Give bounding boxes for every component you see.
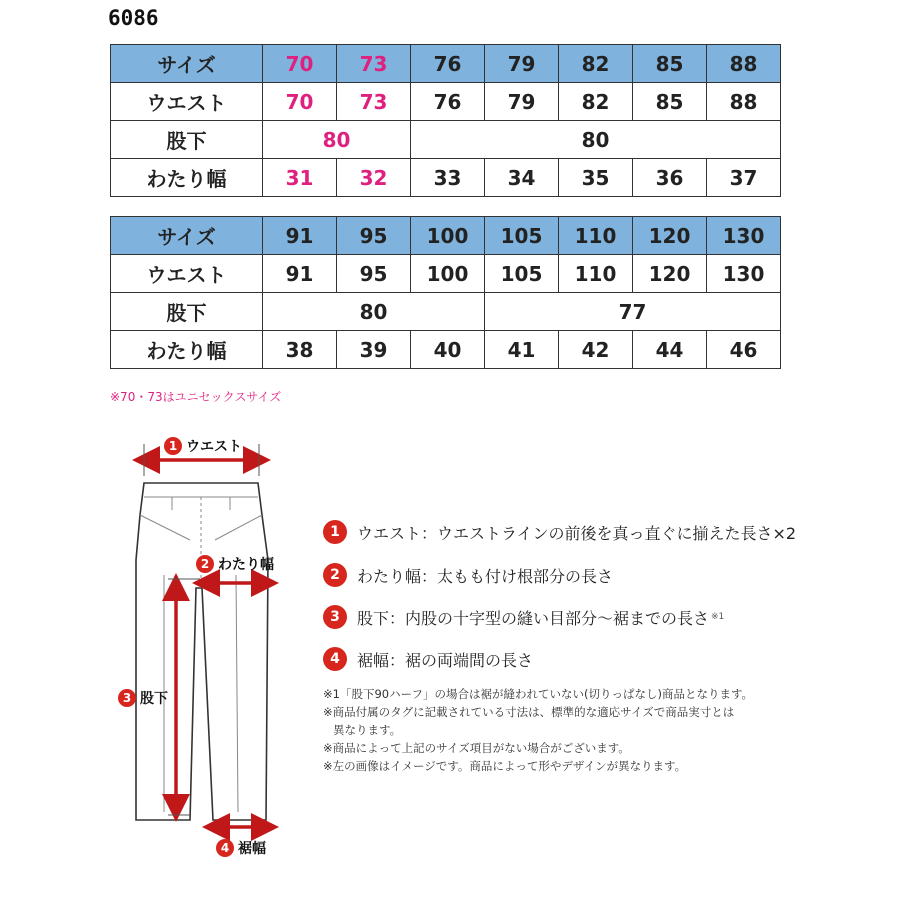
- size-cell: 85: [633, 45, 707, 83]
- waist-cell: 120: [633, 255, 707, 293]
- inseam-cell: 80: [263, 121, 411, 159]
- waist-cell: 130: [707, 255, 781, 293]
- waist-cell: 76: [411, 83, 485, 121]
- thigh-cell: 34: [485, 159, 559, 197]
- thigh-cell: 42: [559, 331, 633, 369]
- thigh-cell: 38: [263, 331, 337, 369]
- size-cell: 120: [633, 217, 707, 255]
- inseam-cell: 77: [485, 293, 781, 331]
- size-cell: 76: [411, 45, 485, 83]
- thigh-cell: 36: [633, 159, 707, 197]
- waist-cell: 110: [559, 255, 633, 293]
- footnote: 異なります。: [333, 723, 402, 737]
- number-2-icon: 2: [196, 555, 214, 573]
- inseam-label: 股下: [111, 293, 263, 331]
- size-cell: 79: [485, 45, 559, 83]
- diagram-label-inseam: 3 股下: [118, 688, 168, 708]
- size-cell: 110: [559, 217, 633, 255]
- thigh-cell: 41: [485, 331, 559, 369]
- number-3-icon: 3: [118, 689, 136, 707]
- legend-item: 3 股下：内股の十字型の縫い目部分〜裾までの長さ ※1: [323, 605, 724, 629]
- thigh-label: わたり幅: [111, 331, 263, 369]
- diagram-label-hem: 4 裾幅: [216, 838, 266, 858]
- waist-label: ウエスト: [111, 255, 263, 293]
- waist-cell: 105: [485, 255, 559, 293]
- waist-cell: 70: [263, 83, 337, 121]
- footnote-ref: ※1: [711, 612, 725, 622]
- waist-cell: 95: [337, 255, 411, 293]
- size-cell: 88: [707, 45, 781, 83]
- size-cell: 70: [263, 45, 337, 83]
- waist-cell: 82: [559, 83, 633, 121]
- waist-cell: 85: [633, 83, 707, 121]
- footnotes: [323, 685, 753, 775]
- waist-label: ウエスト: [111, 83, 263, 121]
- size-cell: 95: [337, 217, 411, 255]
- footnote: ※左の画像はイメージです。商品によって形やデザインが異なります。: [323, 759, 687, 773]
- thigh-cell: 31: [263, 159, 337, 197]
- inseam-cell: 80: [411, 121, 781, 159]
- diagram-label-thigh: 2 わたり幅: [196, 554, 274, 574]
- size-cell: 91: [263, 217, 337, 255]
- thigh-cell: 40: [411, 331, 485, 369]
- diagram-label-waist: 1 ウエスト: [164, 436, 242, 456]
- size-cell: 73: [337, 45, 411, 83]
- number-1-icon: 1: [323, 520, 347, 544]
- size-cell: 100: [411, 217, 485, 255]
- inseam-cell: 80: [263, 293, 485, 331]
- thigh-cell: 32: [337, 159, 411, 197]
- footnote: ※商品によって上記のサイズ項目がない場合がございます。: [323, 741, 630, 755]
- size-label: サイズ: [111, 45, 263, 83]
- model-number: 6086: [108, 6, 159, 30]
- size-cell: 82: [559, 45, 633, 83]
- pants-outline: [136, 483, 268, 820]
- waist-cell: 79: [485, 83, 559, 121]
- size-label: サイズ: [111, 217, 263, 255]
- size-cell: 130: [707, 217, 781, 255]
- thigh-label: わたり幅: [111, 159, 263, 197]
- thigh-cell: 39: [337, 331, 411, 369]
- waist-cell: 91: [263, 255, 337, 293]
- inseam-label: 股下: [111, 121, 263, 159]
- waist-cell: 100: [411, 255, 485, 293]
- footnote: ※商品付属のタグに記載されている寸法は、標準的な適応サイズで商品実寸とは: [323, 705, 735, 719]
- waist-cell: 73: [337, 83, 411, 121]
- number-3-icon: 3: [323, 605, 347, 629]
- legend-item: 1 ウエスト：ウエストラインの前後を真っ直ぐに揃えた長さ×2: [323, 520, 796, 544]
- unisex-note: ※70・73はユニセックスサイズ: [110, 390, 282, 404]
- number-2-icon: 2: [323, 563, 347, 587]
- footnote: ※1「股下90ハーフ」の場合は裾が縫われていない(切りっぱなし)商品となります。: [323, 687, 754, 701]
- waist-cell: 88: [707, 83, 781, 121]
- number-4-icon: 4: [323, 647, 347, 671]
- size-cell: 105: [485, 217, 559, 255]
- number-1-icon: 1: [164, 437, 182, 455]
- thigh-cell: 35: [559, 159, 633, 197]
- thigh-cell: 44: [633, 331, 707, 369]
- legend-item: 4 裾幅：裾の両端間の長さ: [323, 647, 533, 671]
- thigh-cell: 37: [707, 159, 781, 197]
- thigh-cell: 46: [707, 331, 781, 369]
- number-4-icon: 4: [216, 839, 234, 857]
- thigh-cell: 33: [411, 159, 485, 197]
- legend-item: 2 わたり幅：太もも付け根部分の長さ: [323, 563, 613, 587]
